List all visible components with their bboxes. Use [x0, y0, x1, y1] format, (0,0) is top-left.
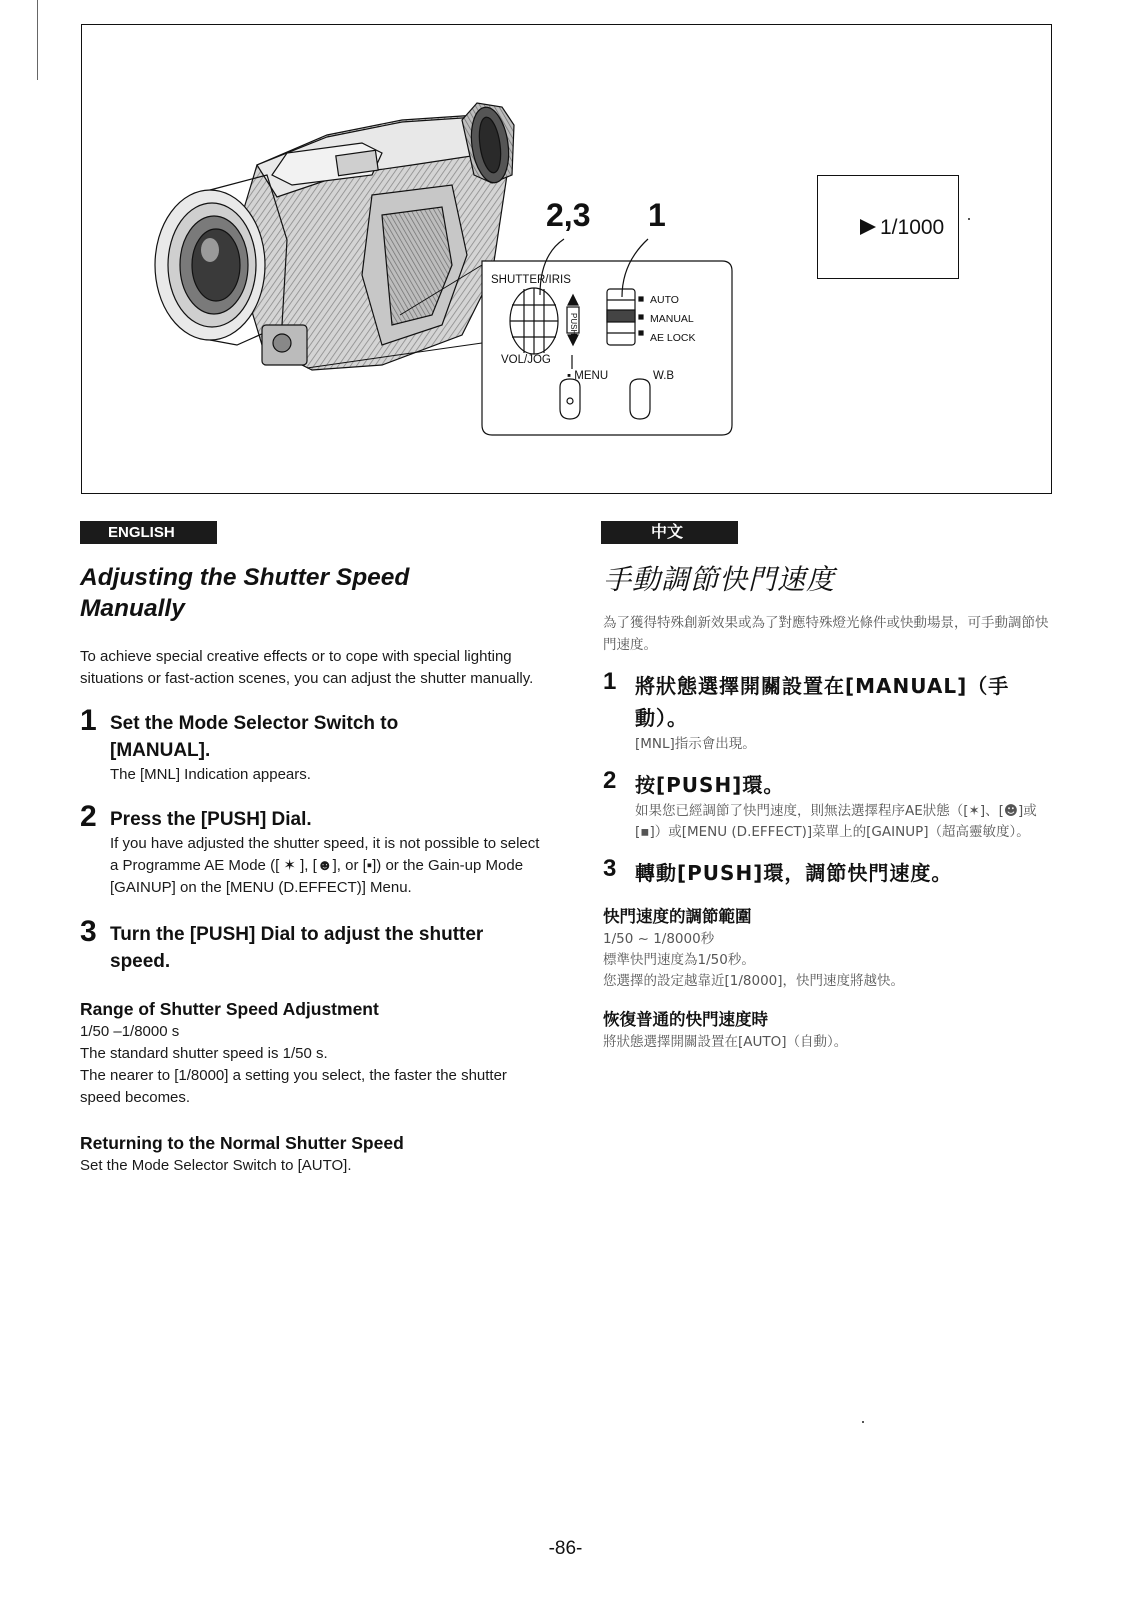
- manual-label: MANUAL: [650, 313, 694, 325]
- range-heading: 快門速度的調節範圍: [603, 907, 752, 926]
- auto-label: AUTO: [650, 294, 679, 306]
- step-title: Set the Mode Selector Switch to [MANUAL].: [110, 713, 399, 761]
- ae-lock-label: AE LOCK: [650, 332, 696, 344]
- step-title: Turn the [PUSH] Dial to adjust the shutter speed.: [110, 924, 484, 972]
- english-column: [80, 562, 550, 1177]
- step-title: Press the [PUSH] Dial.: [110, 809, 312, 830]
- step-body: [635, 801, 1058, 843]
- low-light-mode-icon: ▪: [366, 857, 373, 874]
- step-number: 2: [80, 800, 97, 833]
- step-title: 將狀態選擇開關設置在[MANUAL]（手動）。: [635, 674, 1010, 730]
- sports-mode-icon: ✶: [968, 803, 980, 819]
- range-line-1: 1/50 –1/8000 s: [80, 1023, 180, 1040]
- english-step-3: [80, 915, 550, 975]
- body-part: ], or [: [332, 857, 367, 874]
- step-number: 3: [603, 855, 617, 882]
- range-line-3: 您選擇的設定越靠近[1/8000]，快門速度將越快。: [603, 973, 905, 989]
- chinese-section-tab: 中文: [601, 521, 738, 544]
- body-part: 如果您已經調節了快門速度，則無法選擇程序AE狀態（[: [635, 803, 969, 819]
- portrait-mode-icon: ☻: [1003, 803, 1018, 819]
- scan-speck: [862, 1421, 864, 1423]
- callout-step-1: 1: [648, 197, 666, 233]
- chinese-title: 手動調節快門速度: [603, 563, 836, 596]
- portrait-mode-icon: ☻: [316, 857, 333, 874]
- margin-mark: [37, 0, 38, 80]
- camcorder-body: [155, 103, 514, 370]
- range-line-2: 標準快門速度為1/50秒。: [603, 952, 755, 968]
- readout-value: 1/1000: [880, 216, 945, 239]
- chinese-step-1: [603, 670, 1058, 755]
- chinese-step-2: [603, 769, 1058, 843]
- english-step-1: [80, 704, 550, 786]
- body-part: ], [: [300, 857, 317, 874]
- english-title: Adjusting the Shutter Speed Manually: [80, 564, 410, 622]
- scan-speck: [968, 218, 970, 220]
- range-line-1: 1/50 ~ 1/8000秒: [603, 931, 715, 947]
- returning-heading: Returning to the Normal Shutter Speed: [80, 1133, 404, 1153]
- step-title: 轉動[PUSH]環，調節快門速度。: [635, 861, 953, 885]
- body-part: ]或[: [635, 803, 1037, 840]
- camcorder-figure: [81, 24, 1052, 494]
- play-triangle-icon: [860, 219, 876, 235]
- range-line-2: The standard shutter speed is 1/50 s.: [80, 1045, 328, 1062]
- vol-jog-label: VOL/JOG: [501, 354, 551, 366]
- step-body: The [MNL] Indication appears.: [110, 766, 311, 783]
- step-number: 1: [603, 668, 617, 695]
- chinese-intro: 為了獲得特殊創新效果或為了對應特殊燈光條件或快動場景，可手動調節快門速度。: [603, 615, 1049, 653]
- chinese-step-3: [603, 857, 1058, 889]
- shutter-iris-label: SHUTTER/IRIS: [491, 274, 571, 286]
- returning-heading: 恢復普通的快門速度時: [603, 1010, 768, 1029]
- range-line-3: The nearer to [1/8000] a setting you select, the faster the shutter speed becomes.: [80, 1067, 507, 1106]
- body-part: ]) or the Gain-up Mode [GAINUP] on the [MENU (D.EFFECT)] Menu.: [110, 857, 524, 896]
- chinese-column: [603, 562, 1058, 1053]
- shutter-speed-readout: [860, 216, 944, 240]
- sports-mode-icon: ✶: [279, 857, 301, 874]
- step-number: 2: [603, 767, 617, 794]
- viewfinder-display: [817, 175, 959, 279]
- step-number: 1: [80, 704, 97, 737]
- control-panel-detail: [482, 261, 732, 435]
- step-title: 按[PUSH]環。: [635, 773, 785, 797]
- page-number: -86-: [548, 1538, 583, 1559]
- english-intro: To achieve special creative effects or to cope with special lighting situations or fast-action scenes, you can adjust the shutter manually.: [80, 648, 534, 687]
- push-label: PUSH: [569, 313, 578, 336]
- body-part: ]）或[MENU (D.EFFECT)]菜單上的[GAINUP]（超高靈敏度）。: [649, 824, 1030, 840]
- menu-label-text: MENU: [574, 370, 609, 382]
- body-part: If you have adjusted the shutter speed, it is not possible to select a Programme AE Mode ([: [110, 835, 540, 874]
- step-body: [110, 833, 550, 899]
- wb-label: W.B: [653, 370, 675, 382]
- menu-label: ▪ MENU: [567, 370, 609, 382]
- low-light-mode-icon: ▪: [640, 824, 650, 840]
- callout-steps-2-3: 2,3: [546, 197, 591, 233]
- english-section-tab: ENGLISH: [80, 521, 217, 544]
- range-heading: Range of Shutter Speed Adjustment: [80, 999, 379, 1019]
- returning-line-1: Set the Mode Selector Switch to [AUTO].: [80, 1157, 352, 1174]
- step-body: [MNL]指示會出現。: [635, 736, 756, 752]
- step-number: 3: [80, 915, 97, 948]
- body-part: ]、[: [979, 803, 1004, 819]
- english-step-2: [80, 800, 550, 899]
- returning-line-1: 將狀態選擇開關設置在[AUTO]（自動）。: [603, 1034, 848, 1050]
